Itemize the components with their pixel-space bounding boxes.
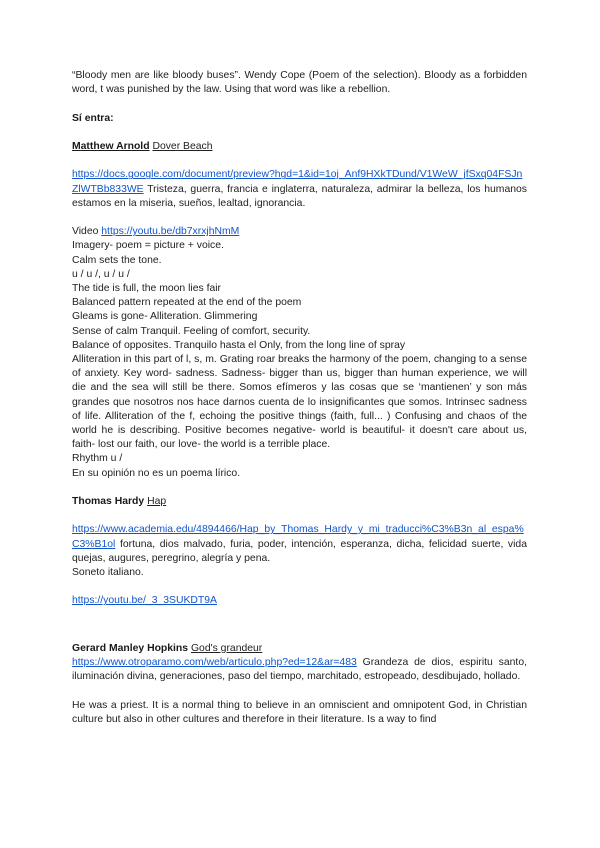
hopkins-link[interactable]: https://www.otroparamo.com/web/articulo.php?ed=12&ar=483 [72, 657, 357, 668]
arnold-video-link[interactable]: https://youtu.be/db7xrxjhNmM [101, 226, 240, 238]
arnold-video-label: Video [72, 226, 99, 238]
arnold-note: Balanced pattern repeated at the end of the poem [72, 297, 302, 309]
arnold-themes: Tristeza, guerra, francia e inglaterra, naturaleza, admirar la belleza, los humanos estamos en la miseria, sueños, lealtad, ignorancia. [72, 183, 527, 209]
arnold-note: u / u /, u / u / [72, 268, 130, 280]
hardy-link-paragraph [72, 523, 527, 566]
arnold-doc-paragraph [72, 168, 527, 211]
hopkins-link-paragraph [72, 656, 527, 684]
arnold-alliteration-paragraph: Alliteration in this part of l, s, m. Grating roar breaks the harmony of the poem, changing to a sense of anxiety. Key word- sadness. Sadness- bigger than us, bigger than human experience, we will die and the sea will still be there. Somos efímeros y las cosas que se ‘mantienen’ y son más grandes que nosotros nos hace darnos cuenta de lo insignificantes que somos. Intrinsec sadness of life. Alliteration of the f, echoing the positive things (faith, full... ) Confusing and chaos of the world he is describing. Positive becomes negative- world is beautiful- it doesn't care about us, faith- lost our faith, our love- the world is a terrible place. [72, 354, 527, 451]
arnold-doc-link[interactable]: https://docs.google.com/document/preview?hgd=1&id=1oj_Anf9HXkTDund/V1WeW_jfSxq04FSJnZlWTBb833WE [72, 169, 523, 195]
spacer [72, 623, 527, 642]
arnold-opinion: En su opinión no es un poema lírico. [72, 467, 241, 479]
hardy-video-link[interactable]: https://youtu.be/_3_3SUKDT9A [72, 595, 217, 607]
spacer [72, 509, 527, 523]
arnold-rhythm: Rhythm u / [72, 453, 123, 465]
hardy-form: Soneto italiano. [72, 567, 144, 579]
arnold-author: Matthew Arnold [72, 140, 150, 152]
arnold-note: Calm sets the tone. [72, 254, 162, 266]
hopkins-author: Gerard Manley Hopkins [72, 642, 189, 654]
spacer [72, 580, 527, 594]
spacer [72, 609, 527, 623]
hopkins-heading [72, 642, 527, 656]
spacer [72, 154, 527, 168]
arnold-note: Gleams is gone- Alliteration. Glimmering [72, 311, 258, 323]
hopkins-themes: Grandeza de dios, espiritu santo, iluminación divina, generaciones, paso del tiempo, marchitado, estropeado, desdibujado, hollado. [72, 657, 527, 683]
spacer [72, 481, 527, 495]
intro-paragraph: “Bloody men are like bloody buses”. Wendy Cope (Poem of the selection). Bloody as a forbidden word, t was punished by the law. Using that word was like a rebellion. [72, 70, 527, 96]
arnold-video-line [72, 225, 527, 239]
hopkins-poem-title: God's grandeur [190, 642, 263, 654]
document-body [72, 69, 527, 727]
hardy-poem-title: Hap [147, 496, 167, 508]
hardy-link[interactable]: https://www.academia.edu/4894466/Hap_by_Thomas_Hardy_y_mi_traducci%C3%B3n_al_espa%C3%B1ol [72, 524, 524, 550]
arnold-poem-title: Dover Beach [152, 140, 213, 152]
arnold-note: The tide is full, the moon lies fair [72, 282, 222, 294]
hardy-themes: fortuna, dios malvado, furia, poder, intención, esperanza, dicha, felicidad suerte, vida quejas, augures, peregrino, alegría y pena. [72, 538, 527, 564]
arnold-note: Balance of opposites. Tranquilo hasta el Only, from the long line of spray [72, 339, 406, 351]
spacer [72, 126, 527, 140]
hardy-heading [72, 495, 527, 509]
si-entra-heading: Sí entra: [72, 112, 114, 124]
arnold-note: Imagery- poem = picture + voice. [72, 240, 224, 252]
hardy-video-line [72, 594, 527, 608]
arnold-heading [72, 140, 527, 154]
spacer [72, 97, 527, 111]
spacer [72, 684, 527, 698]
hardy-author: Thomas Hardy [72, 496, 145, 508]
arnold-note: Sense of calm Tranquil. Feeling of comfort, security. [72, 325, 311, 337]
hopkins-paragraph: He was a priest. It is a normal thing to believe in an omniscient and omnipotent God, in Christian culture but also in other cultures and therefore in their literature. Is a way to find [72, 699, 527, 725]
spacer [72, 211, 527, 225]
